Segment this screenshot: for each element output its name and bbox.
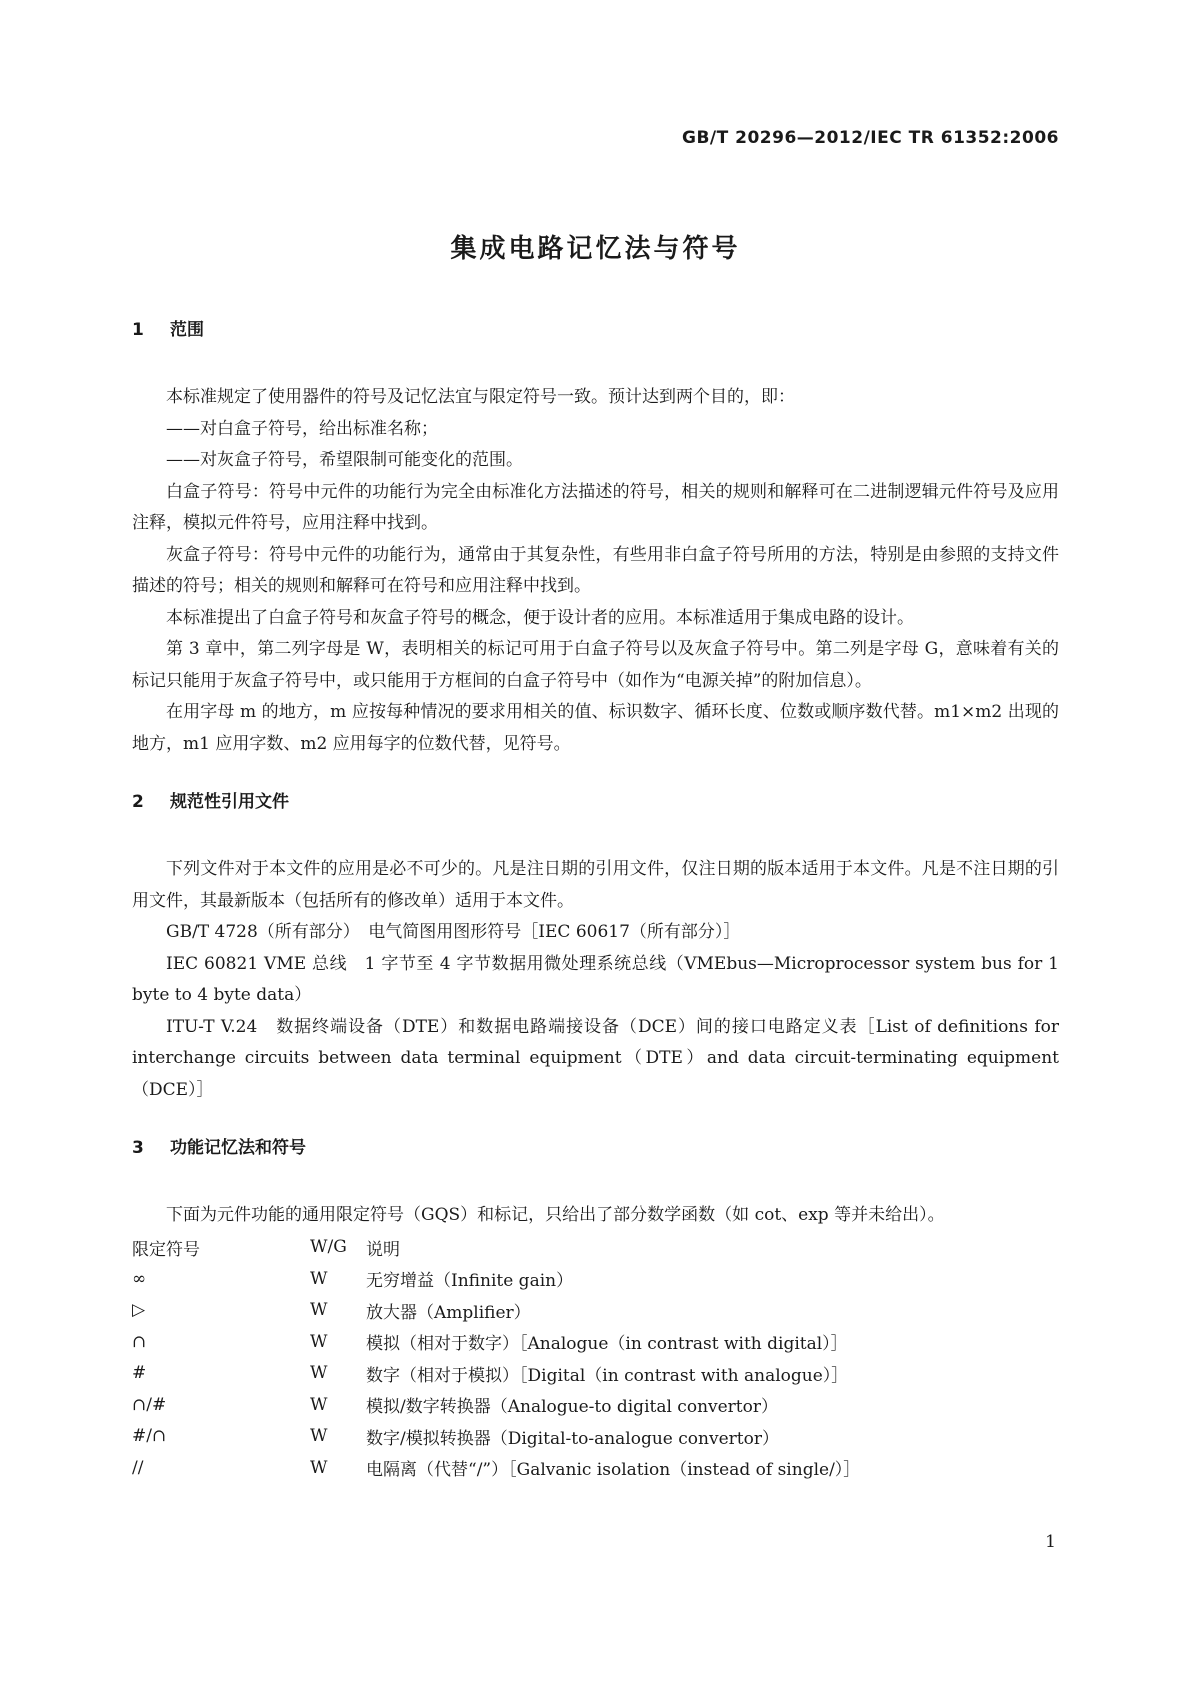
symbol-cell: ∩/# [132,1394,167,1415]
symbol-cell: // [132,1457,144,1478]
desc-cell: 电隔离（代替“/”）［Galvanic isolation（instead of single/）］ [366,1460,861,1481]
reference-entry: ITU-T V.24 数据终端设备（DTE）和数据电路端接设备（DCE）间的接口电路定义表［List of definitions for interchange circuits between data terminal equipment（DTE）and data circuit-terminating equipment（DCE）］ [132,1016,1059,1100]
section-3-title: 功能记忆法和符号 [170,1138,306,1158]
section-2-number: 2 [132,792,144,812]
paragraph: 白盒子符号：符号中元件的功能行为完全由标准化方法描述的符号，相关的规则和解释可在二进制逻辑元件符号及应用注释，模拟元件符号，应用注释中找到。 [132,481,1059,533]
paragraph: 第 3 章中，第二列字母是 W，表明相关的标记可用于白盒子符号以及灰盒子符号中。第二列是字母 G，意味着有关的标记只能用于灰盒子符号中，或只能用于方框间的白盒子符号中（如作为“电源关掉”的附加信息）。 [132,639,1059,691]
desc-cell: 无穷增益（Infinite gain） [366,1271,574,1292]
desc-cell: 模拟/数字转换器（Analogue-to digital convertor） [366,1397,779,1418]
standard-code-header: GB/T 20296—2012/IEC TR 61352:2006 [682,128,1059,148]
table-row [132,1263,860,1295]
wg-cell: W [310,1457,328,1478]
section-1-title: 范围 [170,320,204,340]
paragraph: 下列文件对于本文件的应用是必不可少的。凡是注日期的引用文件，仅注日期的版本适用于本文件。凡是不注日期的引用文件，其最新版本（包括所有的修改单）适用于本文件。 [132,859,1059,911]
table-row [132,1358,860,1390]
paragraph: 本标准规定了使用器件的符号及记忆法宜与限定符号一致。预计达到两个目的，即： [166,387,795,407]
table-row [132,1295,860,1327]
section-2-heading [132,790,1059,814]
wg-cell: W [310,1331,328,1352]
column-header-desc: 说明 [366,1239,400,1260]
section-2-title: 规范性引用文件 [170,792,289,812]
table-header-row [132,1232,860,1264]
section-1-heading [132,318,1059,342]
symbol-cell: ∞ [132,1268,147,1289]
wg-cell: W [310,1268,328,1289]
desc-cell: 数字/模拟转换器（Digital-to-analogue convertor） [366,1428,779,1449]
column-header-wg: W/G [310,1237,347,1258]
table-row [132,1421,860,1453]
table-row [132,1452,860,1484]
page-number: 1 [1045,1532,1056,1552]
symbol-cell: ▷ [132,1300,146,1321]
section-3-intro: 下面为元件功能的通用限定符号（GQS）和标记，只给出了部分数学函数（如 cot、exp 等并未给出）。 [166,1205,945,1225]
column-header-symbol: 限定符号 [132,1239,200,1260]
desc-cell: 数字（相对于模拟）［Digital（in contrast with analogue）］ [366,1365,849,1386]
table-row [132,1326,860,1358]
document-body [132,318,1059,1484]
symbol-cell: ∩ [132,1331,147,1352]
desc-cell: 模拟（相对于数字）［Analogue（in contrast with digital）］ [366,1334,848,1355]
reference-entry: GB/T 4728（所有部分） 电气简图用图形符号［IEC 60617（所有部分）］ [166,922,741,942]
paragraph: 本标准提出了白盒子符号和灰盒子符号的概念，便于设计者的应用。本标准适用于集成电路的设计。 [166,607,914,628]
symbol-cell: #/∩ [132,1426,167,1447]
section-3-heading [132,1136,1059,1160]
wg-cell: W [310,1363,328,1384]
wg-cell: W [310,1426,328,1447]
document-title: 集成电路记忆法与符号 [450,234,741,264]
paragraph: 灰盒子符号：符号中元件的功能行为，通常由于其复杂性，有些用非白盒子符号所用的方法，特别是由参照的支持文件描述的符号；相关的规则和解释可在符号和应用注释中找到。 [132,544,1059,596]
section-1-number: 1 [132,320,144,340]
reference-entry: IEC 60821 VME 总线 1 字节至 4 字节数据用微处理系统总线（VMEbus—Microprocessor system bus for 1 byte to 4 byte data） [132,953,1059,1005]
symbol-cell: # [132,1363,147,1384]
dash-list-item: ——对白盒子符号，给出标准名称； [166,418,438,439]
symbol-table [132,1232,860,1484]
table-row [132,1389,860,1421]
paragraph: 在用字母 m 的地方，m 应按每种情况的要求用相关的值、标识数字、循环长度、位数或顺序数代替。m1×m2 出现的地方，m1 应用字数、m2 应用每字的位数代替，见符号。 [132,702,1059,754]
wg-cell: W [310,1394,328,1415]
desc-cell: 放大器（Amplifier） [366,1302,531,1323]
section-3-number: 3 [132,1138,144,1158]
wg-cell: W [310,1300,328,1321]
dash-list-item: ——对灰盒子符号，希望限制可能变化的范围。 [166,450,523,470]
